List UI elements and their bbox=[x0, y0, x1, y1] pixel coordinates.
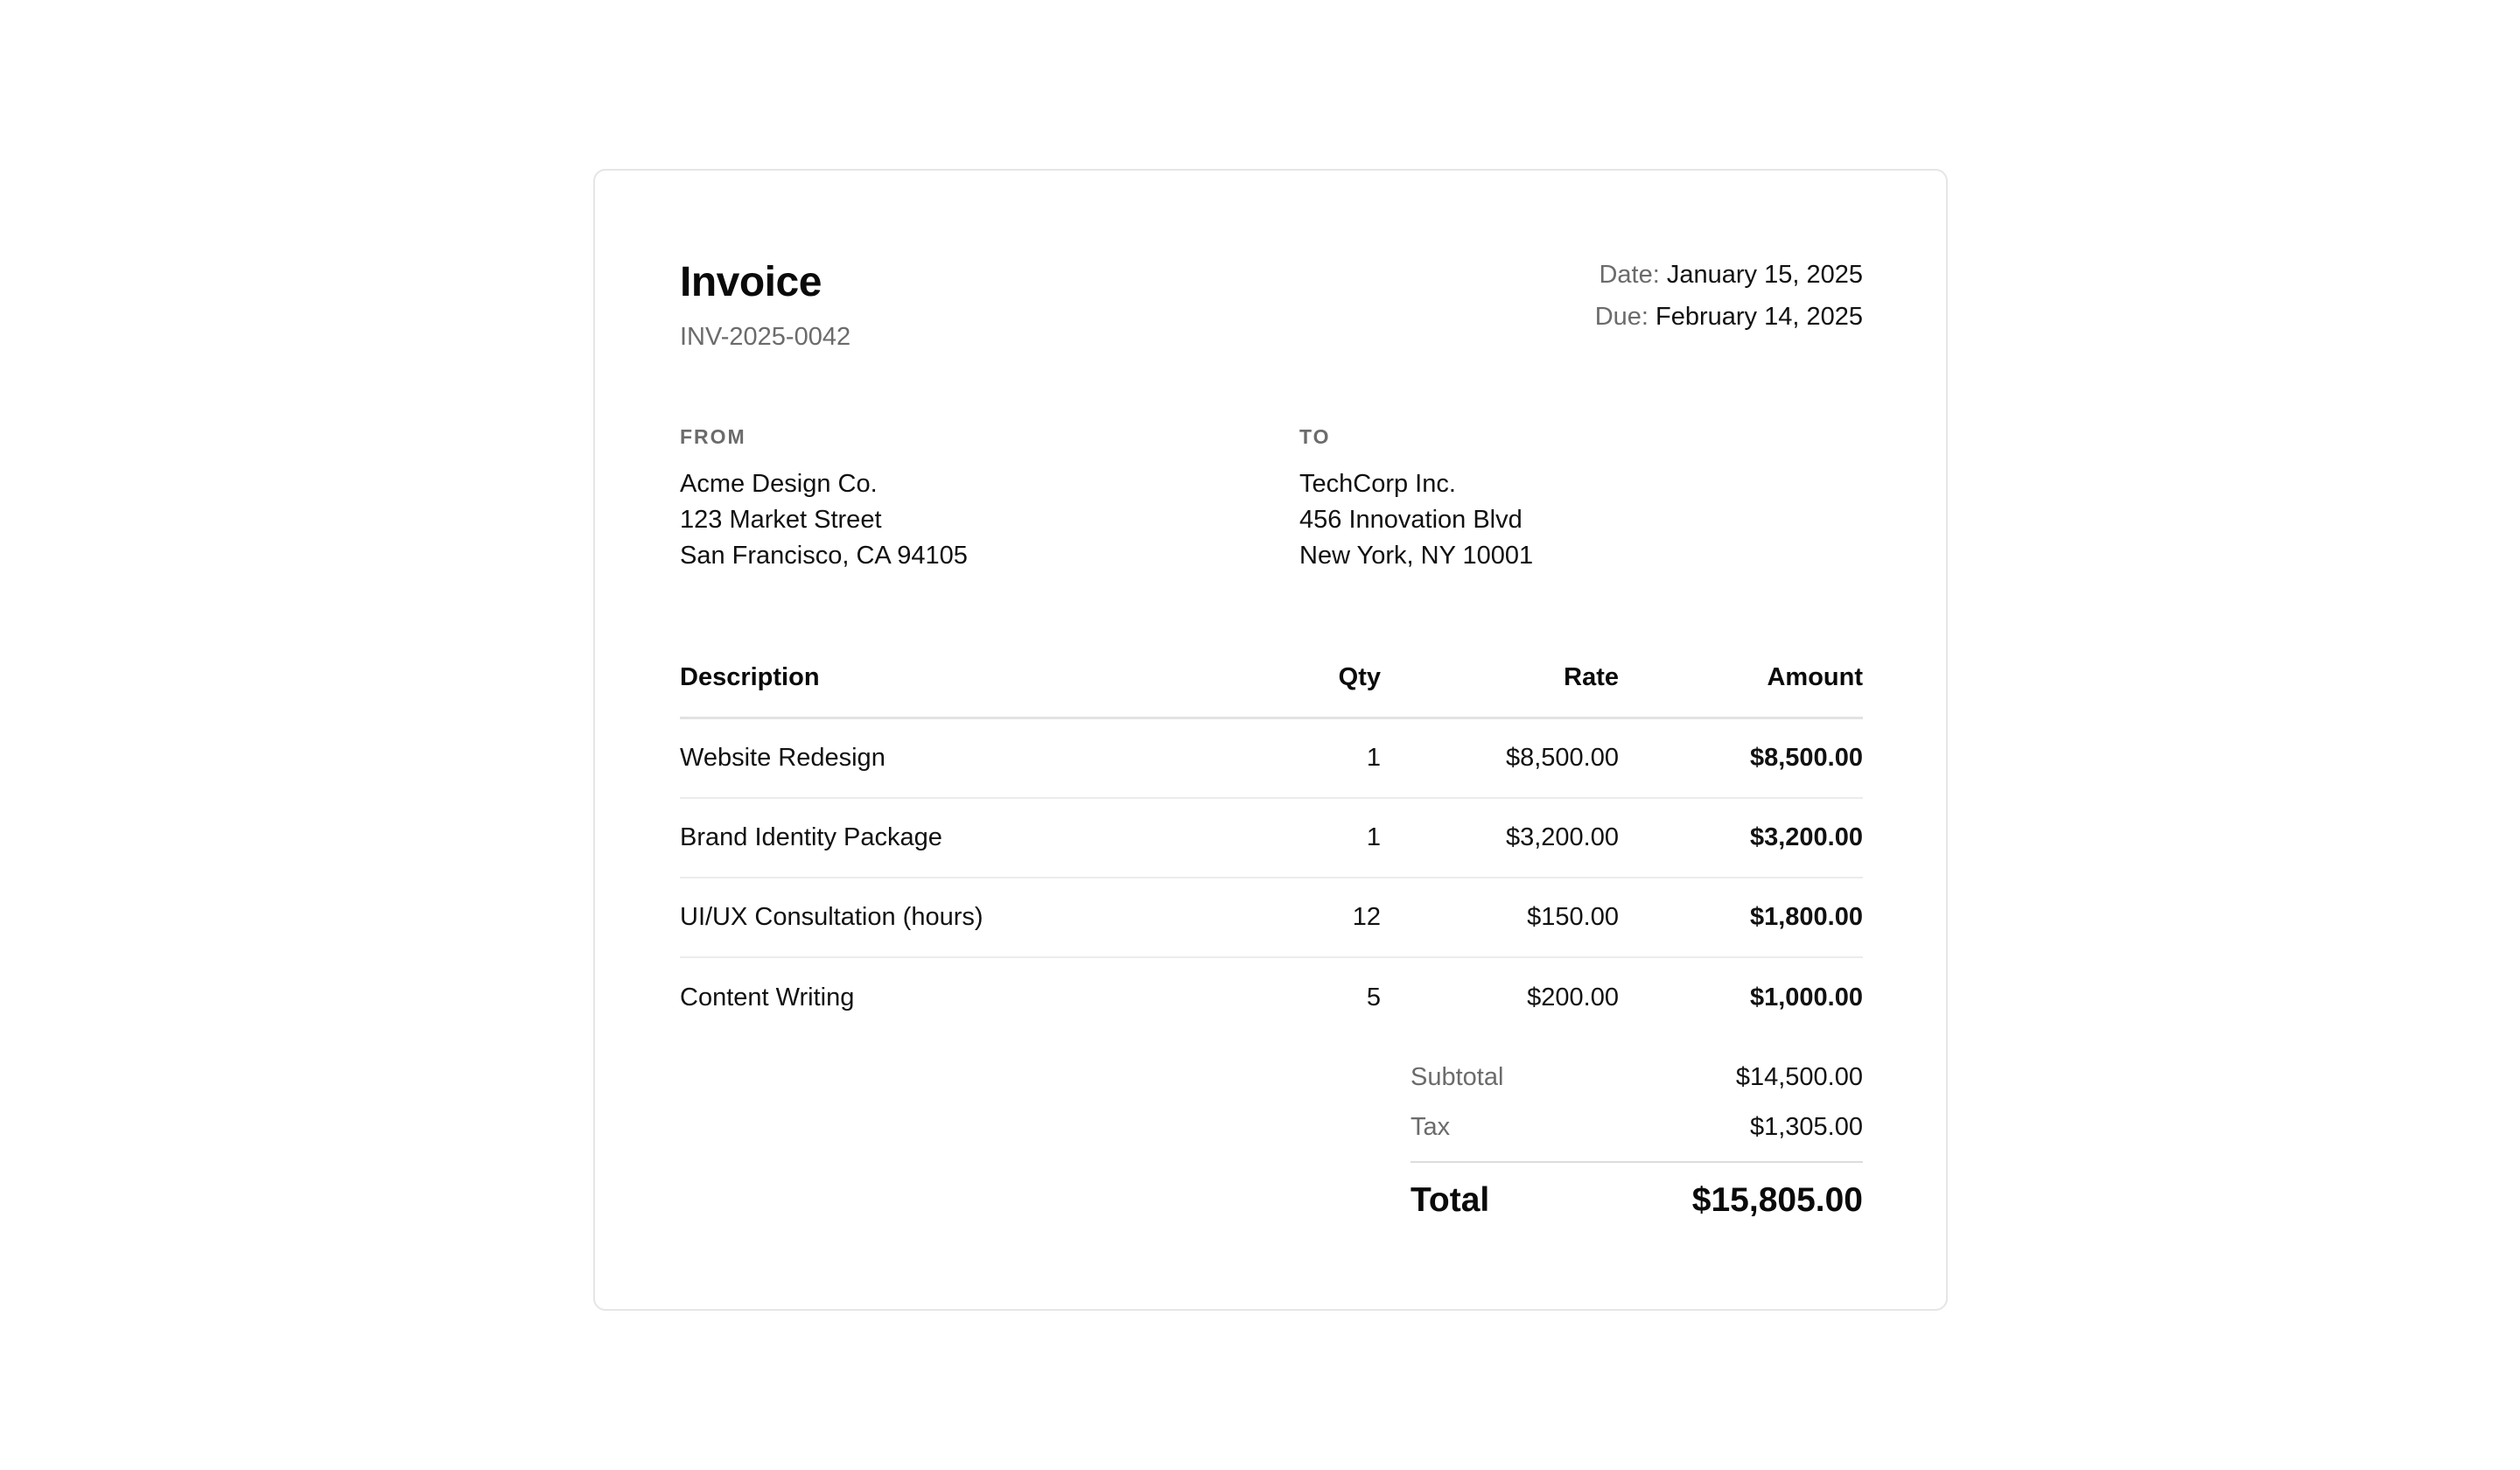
tax-row bbox=[1410, 1102, 1863, 1152]
to-city: New York, NY 10001 bbox=[1299, 542, 1534, 570]
from-name: Acme Design Co. bbox=[680, 470, 878, 498]
issue-date-line bbox=[1595, 254, 1863, 296]
row-description: Website Redesign bbox=[680, 744, 886, 772]
row-qty: 1 bbox=[1366, 744, 1381, 772]
to-section bbox=[1299, 424, 1533, 574]
to-address bbox=[1299, 466, 1533, 574]
from-street: 123 Market Street bbox=[680, 506, 882, 534]
due-date-value: February 14, 2025 bbox=[1656, 303, 1863, 331]
from-section bbox=[680, 424, 968, 574]
row-amount: $1,800.00 bbox=[1749, 903, 1863, 931]
tax-value: $1,305.00 bbox=[1749, 1113, 1863, 1141]
tax-label: Tax bbox=[1410, 1113, 1451, 1141]
invoice-dates bbox=[1595, 254, 1863, 338]
to-label: TO bbox=[1299, 425, 1331, 448]
due-date-line bbox=[1595, 296, 1863, 338]
subtotal-value: $14,500.00 bbox=[1735, 1063, 1863, 1091]
row-description: Content Writing bbox=[680, 984, 855, 1012]
to-street: 456 Innovation Blvd bbox=[1299, 506, 1522, 534]
total-row bbox=[1410, 1163, 1863, 1238]
header-amount: Amount bbox=[1767, 663, 1863, 691]
header-description: Description bbox=[680, 663, 820, 691]
issue-date-label: Date: bbox=[1599, 261, 1660, 289]
table-row bbox=[680, 799, 1863, 878]
table-row bbox=[680, 958, 1863, 1038]
invoice-number: INV-2025-0042 bbox=[680, 323, 851, 351]
to-name: TechCorp Inc. bbox=[1299, 470, 1456, 498]
table-row bbox=[680, 878, 1863, 958]
issue-date-value: January 15, 2025 bbox=[1666, 261, 1863, 289]
row-amount: $8,500.00 bbox=[1749, 744, 1863, 772]
total-label: Total bbox=[1410, 1181, 1490, 1219]
subtotal-label: Subtotal bbox=[1410, 1063, 1504, 1091]
invoice-card bbox=[593, 169, 1948, 1311]
due-date-label: Due: bbox=[1594, 303, 1648, 331]
from-label: FROM bbox=[680, 425, 746, 448]
row-rate: $8,500.00 bbox=[1505, 744, 1619, 772]
total-value: $15,805.00 bbox=[1691, 1181, 1863, 1219]
row-qty: 1 bbox=[1366, 823, 1381, 851]
table-header bbox=[680, 639, 1863, 719]
from-address bbox=[680, 466, 968, 574]
row-rate: $150.00 bbox=[1527, 903, 1619, 931]
row-amount: $3,200.00 bbox=[1749, 823, 1863, 851]
row-rate: $3,200.00 bbox=[1505, 823, 1619, 851]
row-qty: 12 bbox=[1352, 903, 1381, 931]
from-city: San Francisco, CA 94105 bbox=[680, 542, 968, 570]
header-rate: Rate bbox=[1564, 663, 1619, 691]
row-description: UI/UX Consultation (hours) bbox=[680, 903, 984, 931]
row-description: Brand Identity Package bbox=[680, 823, 942, 851]
totals-section bbox=[1410, 1053, 1863, 1238]
row-qty: 5 bbox=[1366, 984, 1381, 1012]
header-qty: Qty bbox=[1338, 663, 1381, 691]
row-rate: $200.00 bbox=[1527, 984, 1619, 1012]
invoice-title: Invoice bbox=[680, 259, 822, 305]
line-items-table bbox=[680, 639, 1863, 1038]
subtotal-row bbox=[1410, 1053, 1863, 1102]
table-row bbox=[680, 719, 1863, 799]
invoice-content bbox=[680, 171, 1863, 1309]
row-amount: $1,000.00 bbox=[1749, 984, 1863, 1012]
